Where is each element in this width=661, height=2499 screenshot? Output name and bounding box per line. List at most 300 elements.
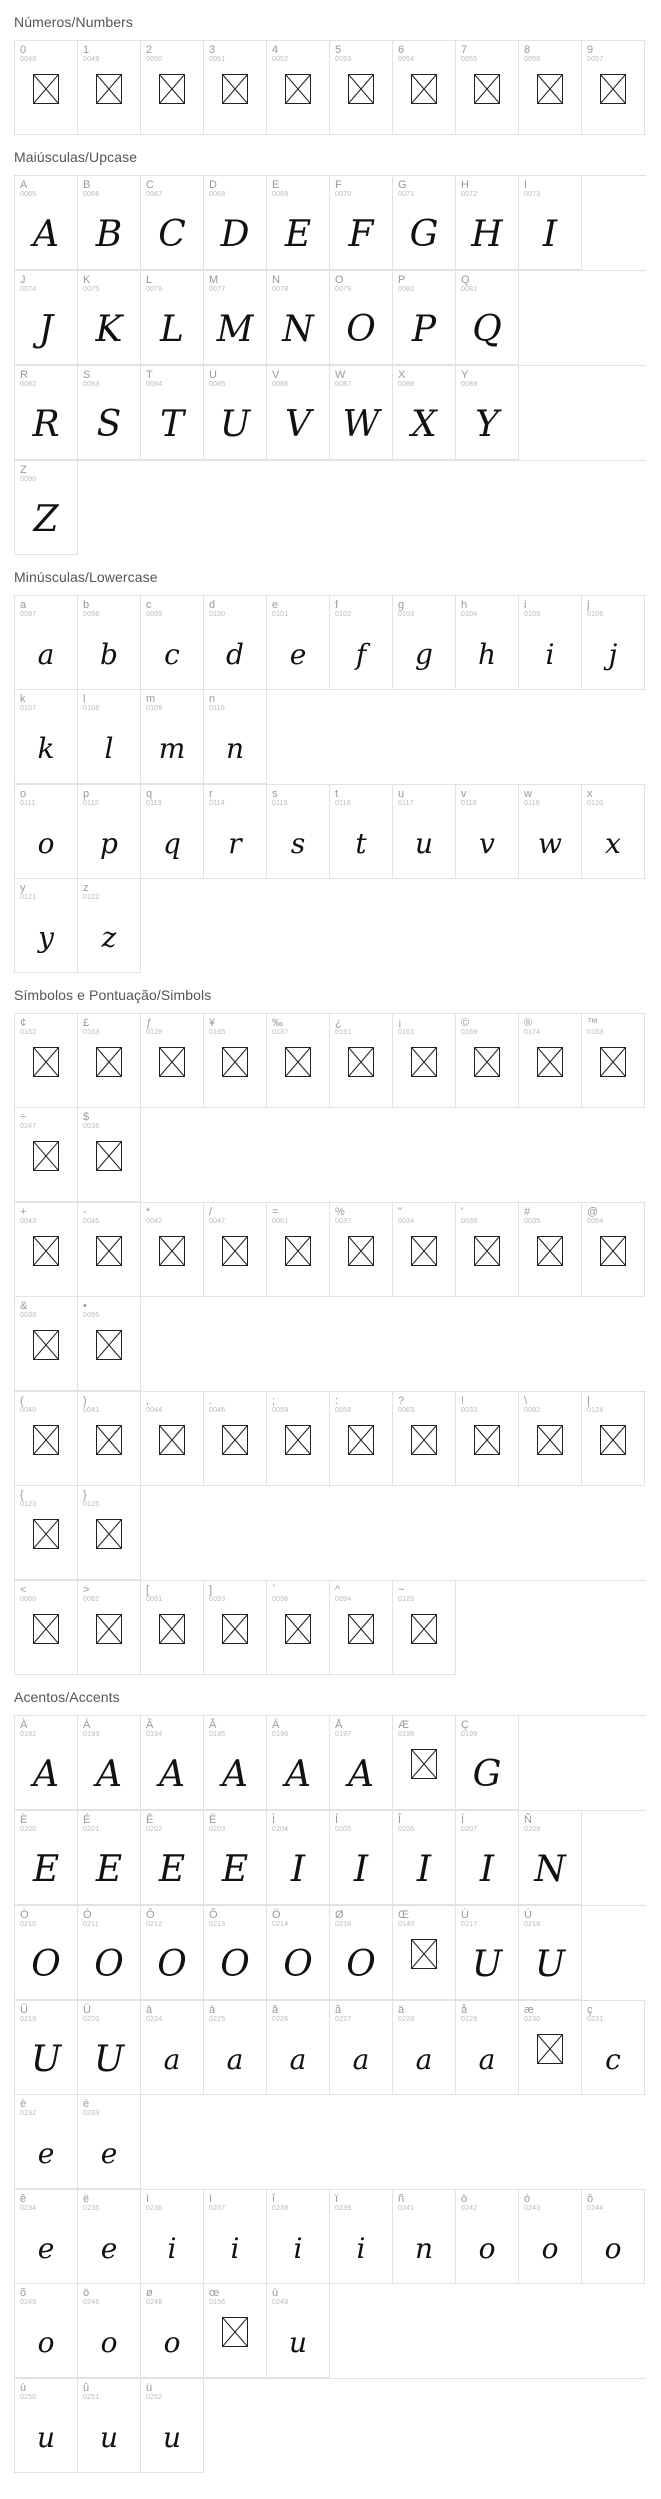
glyph-cell[interactable] <box>15 690 78 784</box>
glyph-cell[interactable] <box>330 1014 393 1108</box>
glyph-char-label: H <box>461 179 469 191</box>
glyph-cell[interactable] <box>456 1906 519 2000</box>
glyph-cell[interactable] <box>78 1203 141 1297</box>
glyph-cell[interactable] <box>15 366 78 460</box>
glyph-row <box>14 2000 646 2189</box>
glyph-row <box>14 2189 646 2378</box>
glyph-cell[interactable] <box>456 596 519 690</box>
glyph-char-label: c <box>146 599 152 611</box>
glyph-cell[interactable] <box>78 366 141 460</box>
glyph-char-label: @ <box>587 1206 599 1218</box>
glyph-char-label: { <box>20 1489 24 1501</box>
glyph-cell[interactable] <box>393 1906 456 2000</box>
glyph-cell[interactable] <box>78 2001 141 2095</box>
glyph-cell[interactable] <box>330 271 393 365</box>
glyph-code-label: 0114 <box>209 800 225 807</box>
glyph-cell[interactable] <box>330 2190 393 2284</box>
glyph-preview: M <box>216 308 254 350</box>
glyph-preview: O <box>346 1943 376 1985</box>
glyph-char-label: g <box>398 599 405 611</box>
glyph-cell[interactable] <box>393 1014 456 1108</box>
glyph-cell[interactable] <box>456 1392 519 1486</box>
glyph-code-label: 0086 <box>272 381 289 388</box>
glyph-char-label: • <box>83 1300 87 1312</box>
glyph-cell[interactable] <box>456 1716 519 1810</box>
glyph-cell[interactable] <box>141 2190 204 2284</box>
glyph-cell[interactable] <box>519 1906 582 2000</box>
glyph-cell[interactable] <box>78 2379 141 2473</box>
glyph-char-label: Ô <box>146 1909 155 1921</box>
glyph-code-label: 0081 <box>461 286 478 293</box>
glyph-preview: e <box>37 2136 55 2170</box>
glyph-cell[interactable] <box>78 271 141 365</box>
glyph-preview: v <box>479 826 495 860</box>
glyph-code-label: 0059 <box>272 1407 289 1414</box>
glyph-cell[interactable] <box>78 785 141 879</box>
glyph-cell[interactable] <box>15 2190 78 2284</box>
glyph-char-label: ö <box>83 2287 90 2299</box>
glyph-cell[interactable] <box>141 271 204 365</box>
glyph-cell[interactable] <box>204 2284 267 2378</box>
glyph-preview: o <box>37 2325 55 2359</box>
glyph-char-label: ô <box>587 2193 594 2205</box>
glyph-cell[interactable] <box>267 596 330 690</box>
glyph-cell[interactable] <box>204 41 267 135</box>
glyph-cell[interactable] <box>582 41 645 135</box>
glyph-cell[interactable] <box>141 785 204 879</box>
glyph-cell[interactable] <box>330 2001 393 2095</box>
glyph-cell[interactable] <box>456 1203 519 1297</box>
glyph-cell[interactable] <box>393 1203 456 1297</box>
glyph-code-label: 0225 <box>209 2016 226 2023</box>
glyph-cell[interactable] <box>393 1392 456 1486</box>
glyph-cell[interactable] <box>204 1716 267 1810</box>
glyph-preview: a <box>289 2042 307 2076</box>
glyph-cell[interactable] <box>15 1108 78 1202</box>
glyph-cell[interactable] <box>15 1203 78 1297</box>
glyph-cell[interactable] <box>204 1014 267 1108</box>
glyph-cell[interactable] <box>330 1581 393 1675</box>
glyph-char-label: k <box>20 693 26 705</box>
glyph-code-label: 0054 <box>398 56 415 63</box>
glyph-char-label: 1 <box>83 44 90 56</box>
glyph-cell[interactable] <box>267 1203 330 1297</box>
glyph-char-label: Æ <box>398 1719 409 1731</box>
glyph-code-label: 0049 <box>83 56 100 63</box>
glyph-code-label: 0046 <box>209 1407 226 1414</box>
glyph-char-label: ç <box>587 2004 593 2016</box>
glyph-char-label: Z <box>20 464 27 476</box>
glyph-cell[interactable] <box>78 1014 141 1108</box>
glyph-cell[interactable] <box>78 1108 141 1202</box>
glyph-cell[interactable] <box>330 41 393 135</box>
glyph-cell[interactable] <box>15 879 78 973</box>
glyph-cell[interactable] <box>15 1906 78 2000</box>
glyph-cell[interactable] <box>582 1392 645 1486</box>
glyph-code-label: 0211 <box>83 1921 99 1928</box>
glyph-cell[interactable] <box>15 271 78 365</box>
glyph-code-label: 0116 <box>335 800 351 807</box>
glyph-cell[interactable] <box>582 596 645 690</box>
glyph-code-label: 0047 <box>209 1218 226 1225</box>
notdef-box-icon <box>285 1614 311 1644</box>
glyph-preview: Y <box>475 403 499 445</box>
glyph-char-label: P <box>398 274 406 286</box>
glyph-cell[interactable] <box>204 785 267 879</box>
glyph-cell[interactable] <box>78 1716 141 1810</box>
glyph-cell[interactable] <box>582 1014 645 1108</box>
glyph-cell[interactable] <box>393 1716 456 1810</box>
glyph-cell[interactable] <box>141 1716 204 1810</box>
notdef-box-icon <box>159 1425 185 1455</box>
glyph-cell[interactable] <box>330 1906 393 2000</box>
glyph-cell[interactable] <box>519 176 582 270</box>
glyph-preview: F <box>348 213 374 255</box>
glyph-code-label: 0051 <box>209 56 226 63</box>
glyph-cell[interactable] <box>456 176 519 270</box>
glyph-char-label: d <box>209 599 216 611</box>
glyph-cell[interactable] <box>15 1716 78 1810</box>
glyph-code-label: 0064 <box>587 1218 604 1225</box>
glyph-cell[interactable] <box>141 176 204 270</box>
glyph-cell[interactable] <box>456 1014 519 1108</box>
glyph-preview: I <box>290 1848 306 1890</box>
glyph-cell[interactable] <box>141 690 204 784</box>
glyph-preview: o <box>604 2231 622 2265</box>
glyph-cell[interactable] <box>15 41 78 135</box>
glyph-code-label: 0219 <box>20 2016 37 2023</box>
glyph-code-label: 0229 <box>461 2016 478 2023</box>
glyph-preview: a <box>415 2042 433 2076</box>
glyph-preview: q <box>163 826 181 860</box>
glyph-code-label: 0214 <box>272 1921 289 1928</box>
glyph-cell[interactable] <box>582 785 645 879</box>
glyph-cell[interactable] <box>267 41 330 135</box>
glyph-cell[interactable] <box>330 1811 393 1905</box>
glyph-cell[interactable] <box>15 1581 78 1675</box>
glyph-code-label: 0073 <box>524 191 541 198</box>
glyph-cell[interactable] <box>330 1716 393 1810</box>
glyph-preview: O <box>31 1943 61 1985</box>
glyph-cell[interactable] <box>204 2190 267 2284</box>
glyph-code-label: 0085 <box>209 381 226 388</box>
glyph-cell[interactable] <box>519 2001 582 2095</box>
notdef-box-icon <box>33 1614 59 1644</box>
glyph-cell[interactable] <box>582 2190 645 2284</box>
glyph-code-label: 0249 <box>272 2299 289 2306</box>
glyph-code-label: 0216 <box>335 1921 352 1928</box>
glyph-cell[interactable] <box>204 1392 267 1486</box>
glyph-preview: o <box>541 2231 559 2265</box>
glyph-char-label: , <box>146 1395 150 1407</box>
glyph-cell[interactable] <box>204 1203 267 1297</box>
glyph-code-label: 0235 <box>83 2205 100 2212</box>
glyph-code-label: 0035 <box>524 1218 541 1225</box>
glyph-cell[interactable] <box>393 1581 456 1675</box>
glyph-cell[interactable] <box>456 1811 519 1905</box>
glyph-char-label: ä <box>398 2004 405 2016</box>
glyph-cell[interactable] <box>519 1203 582 1297</box>
glyph-code-label: 0105 <box>524 611 541 618</box>
glyph-char-label: Y <box>461 369 469 381</box>
glyph-cell[interactable] <box>204 690 267 784</box>
glyph-cell[interactable] <box>267 176 330 270</box>
glyph-cell[interactable] <box>393 176 456 270</box>
glyph-char-label: R <box>20 369 28 381</box>
glyph-cell[interactable] <box>393 271 456 365</box>
glyph-char-label: î <box>272 2193 276 2205</box>
glyph-cell[interactable] <box>267 1014 330 1108</box>
glyph-char-label: y <box>20 882 26 894</box>
glyph-cell[interactable] <box>141 1392 204 1486</box>
glyph-row <box>14 784 646 973</box>
glyph-cell[interactable] <box>519 1014 582 1108</box>
glyph-cell[interactable] <box>204 1906 267 2000</box>
glyph-code-label: 0245 <box>20 2299 37 2306</box>
glyph-cell[interactable] <box>15 1392 78 1486</box>
glyph-char-label: œ <box>209 2287 220 2299</box>
glyph-char-label: ó <box>524 2193 531 2205</box>
glyph-char-label: r <box>209 788 213 800</box>
glyph-cell[interactable] <box>204 366 267 460</box>
glyph-preview: P <box>411 308 437 350</box>
glyph-cell[interactable] <box>204 596 267 690</box>
glyph-cell[interactable] <box>267 1581 330 1675</box>
glyph-cell[interactable] <box>519 1392 582 1486</box>
glyph-cell[interactable] <box>456 785 519 879</box>
glyph-cell[interactable] <box>267 2001 330 2095</box>
glyph-code-label: 0043 <box>20 1218 37 1225</box>
glyph-cell[interactable] <box>330 1392 393 1486</box>
glyph-cell[interactable] <box>141 1014 204 1108</box>
glyph-code-label: 0209 <box>524 1826 541 1833</box>
glyph-cell[interactable] <box>330 1203 393 1297</box>
glyph-cell[interactable] <box>267 271 330 365</box>
glyph-char-label: 0 <box>20 44 27 56</box>
glyph-cell[interactable] <box>456 271 519 365</box>
glyph-code-label: 0103 <box>398 611 415 618</box>
glyph-cell[interactable] <box>141 596 204 690</box>
glyph-code-label: 0250 <box>20 2394 37 2401</box>
glyph-code-label: 0118 <box>461 800 477 807</box>
glyph-preview: e <box>37 2231 55 2265</box>
glyph-cell[interactable] <box>141 2379 204 2473</box>
glyph-char-label: ò <box>461 2193 468 2205</box>
glyph-cell[interactable] <box>15 2001 78 2095</box>
glyph-cell[interactable] <box>204 1581 267 1675</box>
glyph-cell[interactable] <box>141 366 204 460</box>
glyph-cell[interactable] <box>78 2190 141 2284</box>
glyph-cell[interactable] <box>330 785 393 879</box>
glyph-cell[interactable] <box>141 1581 204 1675</box>
glyph-code-label: 0044 <box>146 1407 163 1414</box>
glyph-preview: i <box>167 2231 177 2265</box>
glyph-cell[interactable] <box>267 785 330 879</box>
glyph-cell[interactable] <box>78 2095 141 2189</box>
glyph-cell[interactable] <box>15 2095 78 2189</box>
glyph-code-label: 0119 <box>524 800 540 807</box>
glyph-char-label: * <box>146 1206 151 1218</box>
glyph-preview: h <box>477 637 497 671</box>
glyph-cell[interactable] <box>78 690 141 784</box>
glyph-code-label: 0080 <box>398 286 415 293</box>
notdef-box-icon <box>159 1236 185 1266</box>
glyph-char-label: Ó <box>83 1909 92 1921</box>
glyph-cell[interactable] <box>78 176 141 270</box>
glyph-cell[interactable] <box>78 1906 141 2000</box>
glyph-code-label: 0252 <box>146 2394 163 2401</box>
glyph-char-label: C <box>146 179 154 191</box>
glyph-cell[interactable] <box>78 1486 141 1580</box>
glyph-cell[interactable] <box>204 1811 267 1905</box>
glyph-section <box>14 149 647 555</box>
glyph-row <box>14 270 646 365</box>
glyph-cell[interactable] <box>141 1203 204 1297</box>
glyph-cell[interactable] <box>456 366 519 460</box>
glyph-char-label: % <box>335 1206 345 1218</box>
glyph-cell[interactable] <box>267 2284 330 2378</box>
glyph-code-label: 0102 <box>335 611 352 618</box>
glyph-cell[interactable] <box>330 596 393 690</box>
glyph-cell[interactable] <box>78 596 141 690</box>
glyph-code-label: 0071 <box>398 191 415 198</box>
glyph-cell[interactable] <box>456 2190 519 2284</box>
glyph-preview: e <box>100 2136 118 2170</box>
glyph-char-label: M <box>209 274 219 286</box>
glyph-code-label: 0207 <box>461 1826 478 1833</box>
glyph-cell[interactable] <box>78 1297 141 1391</box>
glyph-preview: I <box>353 1848 369 1890</box>
glyph-cell[interactable] <box>15 1486 78 1580</box>
glyph-cell[interactable] <box>582 1203 645 1297</box>
glyph-char-label: 5 <box>335 44 342 56</box>
glyph-code-label: 0241 <box>398 2205 415 2212</box>
glyph-char-label: s <box>272 788 278 800</box>
glyph-char-label: - <box>83 1206 87 1218</box>
glyph-code-label: 0112 <box>83 800 99 807</box>
glyph-char-label: . <box>209 1395 213 1407</box>
glyph-cell[interactable] <box>393 596 456 690</box>
glyph-code-label: 0097 <box>20 611 37 618</box>
glyph-cell[interactable] <box>204 176 267 270</box>
glyph-code-label: 0161 <box>398 1029 415 1036</box>
glyph-cell[interactable] <box>78 41 141 135</box>
glyph-code-label: 0045 <box>83 1218 100 1225</box>
glyph-cell[interactable] <box>15 461 78 555</box>
glyph-cell[interactable] <box>141 41 204 135</box>
glyph-code-label: 0236 <box>146 2205 163 2212</box>
glyph-char-label: Ã <box>209 1719 217 1731</box>
notdef-box-icon <box>474 1047 500 1077</box>
glyph-cell[interactable] <box>456 41 519 135</box>
notdef-box-icon <box>600 1425 626 1455</box>
glyph-cell[interactable] <box>519 785 582 879</box>
glyph-cell[interactable] <box>267 1906 330 2000</box>
glyph-cell[interactable] <box>141 1906 204 2000</box>
glyph-cell[interactable] <box>15 2284 78 2378</box>
glyph-cell[interactable] <box>78 1811 141 1905</box>
glyph-row <box>14 1810 646 1905</box>
glyph-cell[interactable] <box>519 41 582 135</box>
glyph-cell[interactable] <box>141 2001 204 2095</box>
glyph-code-label: 0063 <box>398 1407 415 1414</box>
glyph-row <box>14 365 646 460</box>
glyph-cell[interactable] <box>15 1297 78 1391</box>
glyph-preview: b <box>100 637 118 671</box>
glyph-preview: c <box>605 2042 621 2076</box>
glyph-cell[interactable] <box>141 2284 204 2378</box>
glyph-code-label: 0238 <box>272 2205 289 2212</box>
glyph-preview: L <box>160 308 184 350</box>
glyph-cell[interactable] <box>330 176 393 270</box>
glyph-preview: A <box>33 1753 59 1795</box>
glyph-cell[interactable] <box>519 2190 582 2284</box>
notdef-box-icon <box>222 2317 248 2347</box>
glyph-cell[interactable] <box>15 2379 78 2473</box>
glyph-cell[interactable] <box>204 271 267 365</box>
glyph-cell[interactable] <box>393 785 456 879</box>
glyph-cell[interactable] <box>393 1811 456 1905</box>
glyph-cell[interactable] <box>15 596 78 690</box>
glyph-code-label: 0237 <box>209 2205 226 2212</box>
glyph-cell[interactable] <box>393 41 456 135</box>
glyph-code-label: 0201 <box>83 1826 100 1833</box>
glyph-code-label: 0195 <box>209 1731 226 1738</box>
notdef-box-icon <box>96 1519 122 1549</box>
glyph-cell[interactable] <box>141 1811 204 1905</box>
glyph-cell[interactable] <box>393 366 456 460</box>
notdef-box-icon <box>222 74 248 104</box>
glyph-cell[interactable] <box>15 1811 78 1905</box>
glyph-cell[interactable] <box>78 1581 141 1675</box>
notdef-box-icon <box>537 2034 563 2064</box>
glyph-cell[interactable] <box>393 2001 456 2095</box>
glyph-code-label: 0087 <box>335 381 352 388</box>
glyph-code-label: 0242 <box>461 2205 478 2212</box>
glyph-cell[interactable] <box>204 2001 267 2095</box>
glyph-preview: U <box>471 1943 503 1985</box>
glyph-char-label: N <box>272 274 280 286</box>
glyph-cell[interactable] <box>456 2001 519 2095</box>
glyph-cell[interactable] <box>393 2190 456 2284</box>
glyph-char-label: ) <box>83 1395 87 1407</box>
glyph-char-label: L <box>146 274 153 286</box>
glyph-cell[interactable] <box>78 2284 141 2378</box>
glyph-cell[interactable] <box>330 366 393 460</box>
glyph-code-label: 0067 <box>146 191 163 198</box>
glyph-code-label: 0057 <box>587 56 604 63</box>
glyph-cell[interactable] <box>267 2190 330 2284</box>
glyph-cell[interactable] <box>78 879 141 973</box>
glyph-cell[interactable] <box>15 1014 78 1108</box>
glyph-cell[interactable] <box>78 1392 141 1486</box>
glyph-cell[interactable] <box>582 2001 645 2095</box>
glyph-cell[interactable] <box>519 1811 582 1905</box>
glyph-cell[interactable] <box>267 1716 330 1810</box>
glyph-code-label: 0058 <box>335 1407 352 1414</box>
glyph-code-label: 0193 <box>83 1731 100 1738</box>
glyph-cell[interactable] <box>267 1811 330 1905</box>
glyph-char-label: ; <box>272 1395 276 1407</box>
glyph-cell[interactable] <box>267 366 330 460</box>
glyph-cell[interactable] <box>267 1392 330 1486</box>
glyph-char-label: Q <box>461 274 470 286</box>
glyph-preview: w <box>538 826 562 860</box>
glyph-cell[interactable] <box>15 176 78 270</box>
glyph-cell[interactable] <box>519 596 582 690</box>
glyph-char-label: ¥ <box>209 1017 216 1029</box>
glyph-cell[interactable] <box>15 785 78 879</box>
